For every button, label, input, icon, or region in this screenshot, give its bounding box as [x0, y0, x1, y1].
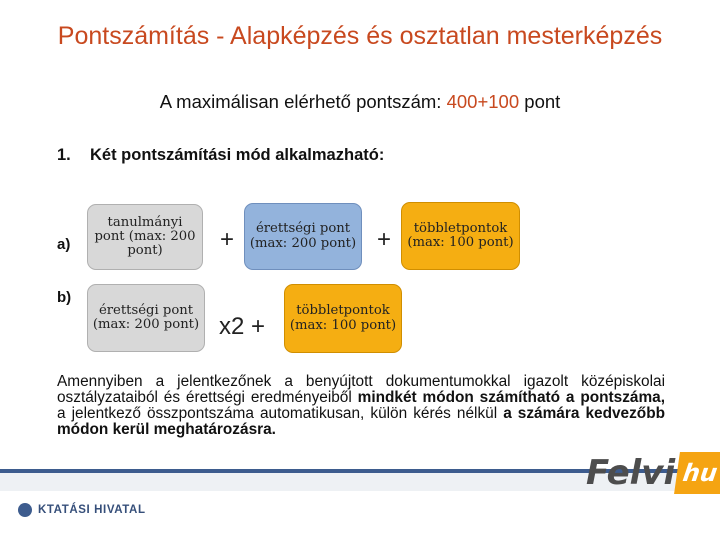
point-1: [57, 146, 384, 165]
page-title: Pontszámítás - Alapképzés és osztatlan mesterképzés: [57, 22, 663, 50]
para-bold-1: mindkét módon számítható a pontszáma,: [357, 388, 665, 406]
oktatasi-hivatal-logo: [18, 503, 146, 517]
para-bold-2: a számára kedvezőbb módon kerül meghatározásra.: [57, 404, 665, 438]
row-b-extra-points-box: többletpontok (max: 100 pont): [284, 284, 402, 353]
para-text-1: Amennyiben a jelentkezőnek a benyújtott dokumentumokkal igazolt középiskolai osztályzataiból és érettségi eredményeiből: [57, 373, 665, 406]
oh-logo-icon: [18, 503, 32, 517]
row-a-study-points-box: tanulmányi pont (max: 200 pont): [87, 204, 203, 270]
oh-logo-text: KTATÁSI HIVATAL: [38, 504, 146, 516]
felvi-logo-badge: hu: [674, 452, 720, 494]
max-score-suffix: pont: [519, 91, 561, 112]
row-a-plus-2: +: [377, 226, 392, 253]
max-score-value: 400+100: [446, 91, 520, 112]
row-b-times-two-plus: x2 +: [219, 313, 266, 340]
explanation-paragraph: [57, 374, 665, 437]
point-1-number: 1.: [57, 146, 71, 164]
row-a-extra-points-box: többletpontok (max: 100 pont): [401, 202, 520, 270]
felvi-logo-text: Felvi: [586, 453, 676, 493]
para-text-2: a jelentkező összpontszáma automatikusan, külön kérés nélkül: [57, 404, 504, 422]
row-a-label: a): [57, 236, 71, 253]
max-score-line: [0, 91, 720, 113]
row-b-matura-points-box: érettségi pont (max: 200 pont): [87, 284, 205, 352]
row-b-label: b): [57, 289, 72, 306]
row-a-matura-points-box: érettségi pont (max: 200 pont): [244, 203, 362, 270]
point-1-text: Két pontszámítási mód alkalmazható:: [90, 146, 385, 164]
max-score-prefix: A maximálisan elérhető pontszám:: [159, 91, 447, 112]
row-a-plus-1: +: [220, 226, 235, 253]
felvi-logo: [586, 452, 720, 494]
